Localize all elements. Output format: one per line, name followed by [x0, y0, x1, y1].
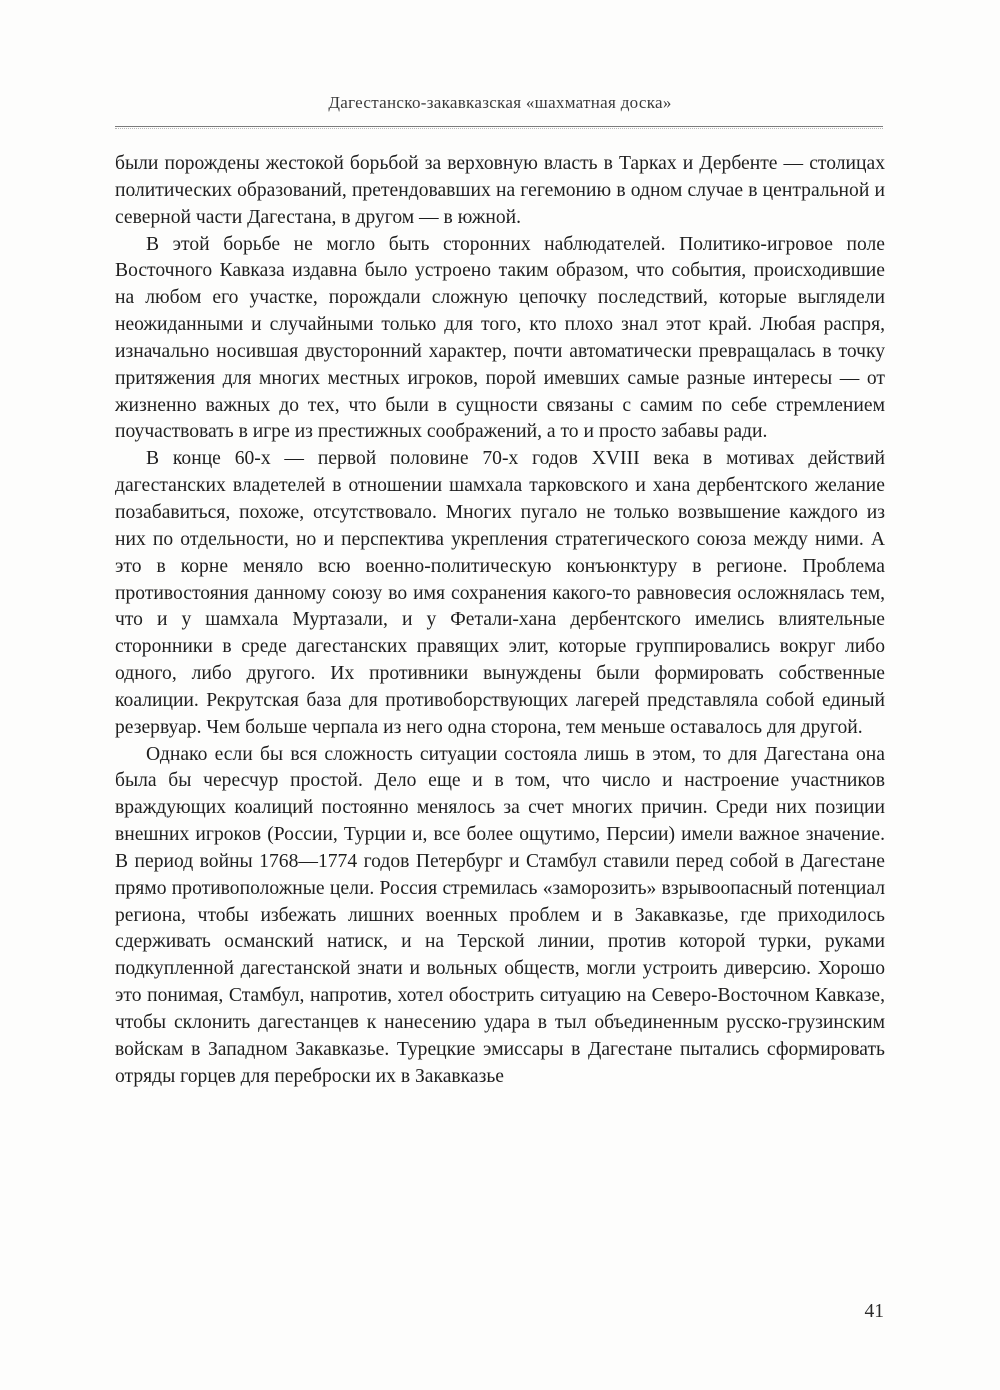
paragraph-4: Однако если бы вся сложность ситуации состояла лишь в этом, то для Дагестана она была бы чересчур простой. Дело еще и в том, что число и настроение участников враждующих коалиций постоянно менялось за счет многих причин. Среди них позиции внешних игроков (России, Турции и, все более ощутимо, Персии) имели важное значение. В период войны 1768—1774 годов Петербург и Стамбул ставили перед собой в Дагестане прямо противоположные цели. Россия стремилась «заморозить» взрывоопасный потенциал региона, чтобы избежать лишних военных проблем и в Закавказье, где приходилось сдерживать османский натиск, и на Терской линии, против которой турки, руками подкупленной дагестанской знати и вольных обществ, могли устроить диверсию. Хорошо это понимая, Стамбул, напротив, хотел обострить ситуацию на Северо-Восточном Кавказе, чтобы склонить дагестанцев к нанесению удара в тыл объединенным русско-грузинским войскам в Западном Закавказье. Турецкие эмиссары в Дагестане пытались сформировать отряды горцев для переброски их в Закавказье [115, 743, 885, 1087]
running-header-title: Дагестанско-закавказская «шахматная доска» [328, 93, 672, 112]
page-number: 41 [864, 1301, 884, 1322]
header-divider [115, 126, 883, 129]
paragraph-2: В этой борьбе не могло быть сторонних наблюдателей. Политико-игровое поле Восточного Кавказа издавна было устроено таким образом, что события, происходившие на любом его участке, порождали сложную цепочку последствий, которые выглядели неожиданными и случайными только для того, кто плохо знал этот край. Любая распря, изначально носившая двусторонний характер, почти автоматически превращалась в точку притяжения для многих местных игроков, порой имевших самые разные интересы — от жизненно важных до тех, что были в сущности связаны с самим по себе стремлением поучаствовать в игре из престижных соображений, а то и просто забавы ради. [115, 233, 885, 443]
paragraph-1: были порождены жестокой борьбой за верховную власть в Тарках и Дербенте — столицах политических образований, претендовавших на гегемонию в одном случае в центральной и северной части Дагестана, в другом — в южной. [115, 153, 885, 228]
paragraph-3: В конце 60-х — первой половине 70-х годов XVIII века в мотивах действий дагестанских владетелей в отношении шамхала тарковского и хана дербентского желание позабавиться, похоже, отсутствовало. Многих пугало не только возвышение каждого из них по отдельности, но и перспектива укрепления стратегического союза между ними. А это в корне меняло всю военно-политическую конъюнктуру в регионе. Проблема противостояния данному союзу во имя сохранения какого-то равновесия осложнялась тем, что и у шамхала Муртазали, и у Фетали-хана дербентского имелись влиятельные сторонники в среде дагестанских правящих элит, которые группировались вокруг либо одного, либо другого. Их противники вынуждены были формировать собственные коалиции. Рекрутская база для противоборствующих лагерей представляла собой единый резервуар. Чем больше черпала из него одна сторона, тем меньше оставалось для другой. [115, 448, 885, 738]
body-text [115, 151, 885, 1091]
